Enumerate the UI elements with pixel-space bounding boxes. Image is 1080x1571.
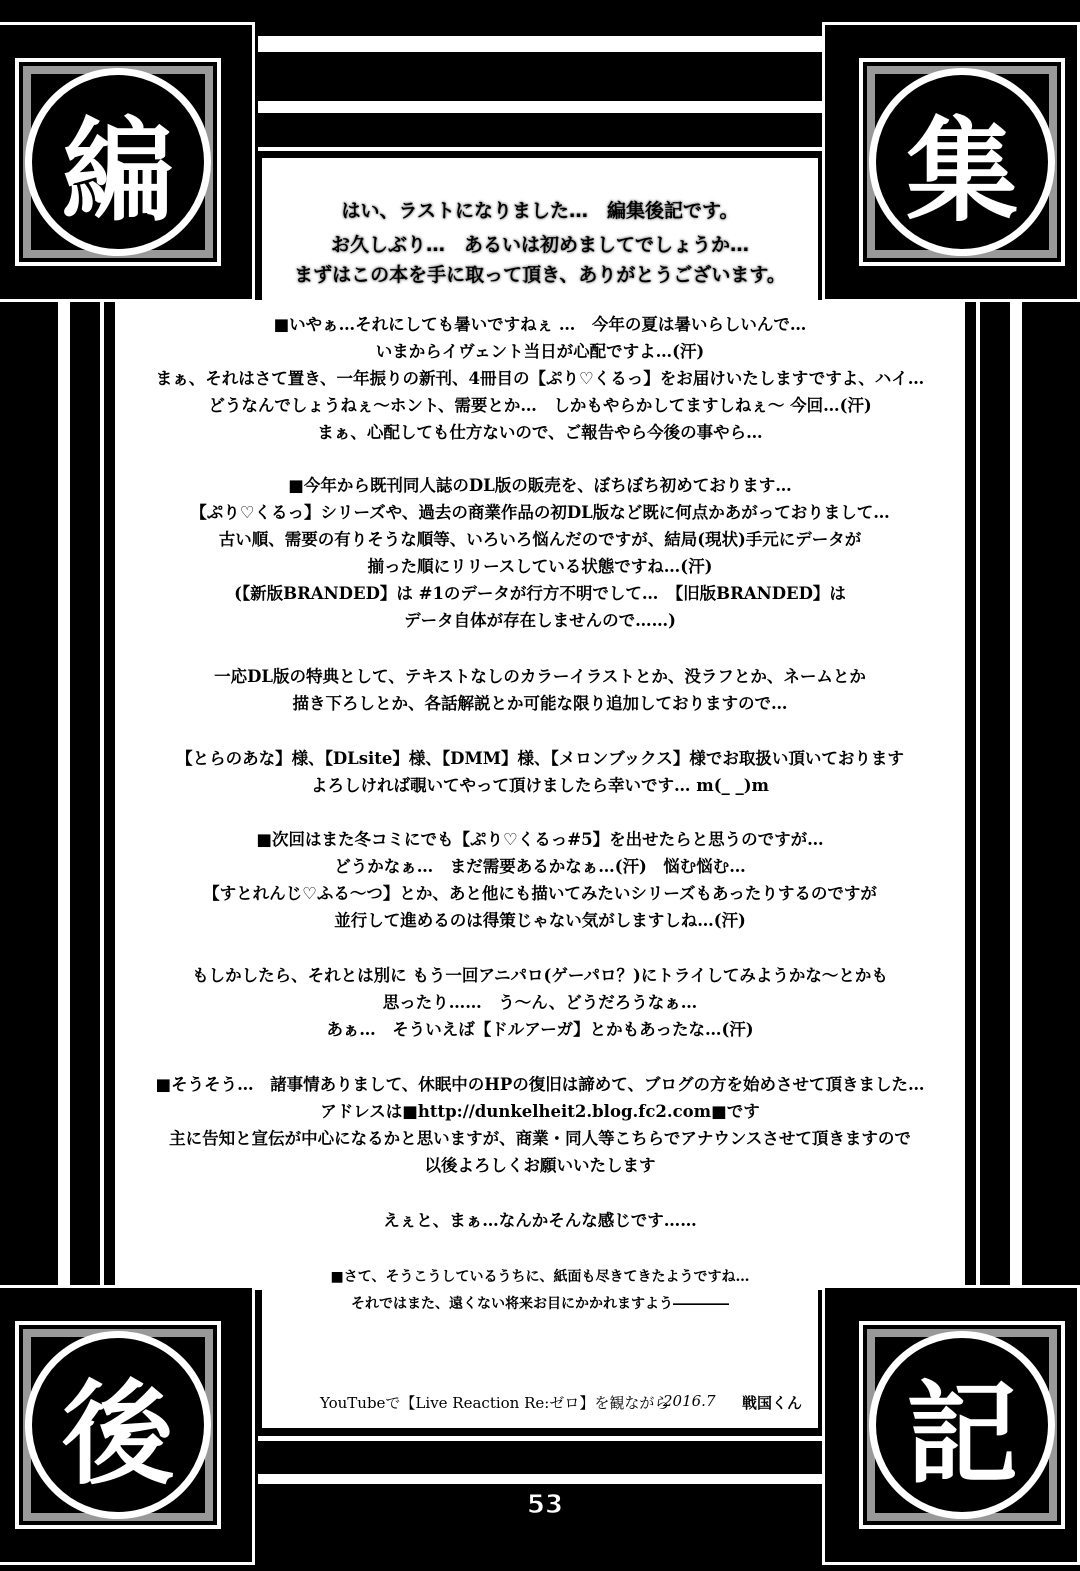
text-line: ■いやぁ…それにしても暑いですねぇ … 今年の夏は暑いらしいんで… <box>273 315 807 334</box>
text-line: 【とらのあな】様、【DLsite】様、【DMM】様、【メロンブックス】様でお取扱い頂いております <box>176 749 904 768</box>
text-line: ■さて、そうこうしているうちに、紙面も尽きてきたようですね… <box>330 1269 750 1285</box>
paragraph <box>115 663 965 717</box>
text-line: それではまた、遠くない将来お目にかかれますよう―――― <box>351 1296 729 1312</box>
text-line: データ自体が存在しませんので……) <box>404 611 676 630</box>
text-line: まぁ、心配しても仕方ないので、ご報告やら今後の事やら… <box>317 423 763 442</box>
text-line: 揃った順にリリースしている状態ですね…(汗) <box>367 557 713 576</box>
closing <box>115 1264 965 1318</box>
paragraph <box>115 745 965 799</box>
corner-emblem-top-left <box>0 22 255 302</box>
kanji-emblem: 後 <box>25 1331 211 1519</box>
side-stripe <box>100 300 104 1285</box>
text-line: もしかしたら、それとは別に もう一回アニパロ(ゲーパロ？)にトライしてみようかな～とかも <box>192 966 888 985</box>
header-line: まずはこの本を手に取って頂き、ありがとうございます。 <box>294 264 786 286</box>
text-line: ■次回はまた冬コミにでも【ぷり♡くるっ#5】を出せたらと思うのですが… <box>256 830 824 849</box>
kanji-emblem: 編 <box>25 68 211 256</box>
text-line: まぁ、それはさて置き、一年振りの新刊、4冊目の【ぷり♡くるっ】をお届けいたしますですよ、ハイ… <box>155 369 925 388</box>
text-line: ■そうそう… 諸事情ありまして、休眠中のHPの復旧は諦めて、ブログの方を始めさせて頂きました… <box>155 1075 925 1094</box>
bottom-stripe <box>258 1474 822 1484</box>
text-line: どうかなぁ… まだ需要あるかなぁ…(汗) 悩む悩む… <box>334 857 746 876</box>
corner-emblem-top-right <box>822 22 1080 302</box>
paragraph <box>115 1207 965 1234</box>
page-number: 53 <box>526 1490 564 1520</box>
top-stripe <box>258 101 822 113</box>
text-line: 【すとれんじ♡ふる～つ】とか、あと他にも描いてみたいシリーズもあったりするのですが <box>203 884 877 903</box>
text-line: 主に告知と宣伝が中心になるかと思いますが、商業・同人等こちらでアナウンスさせて頂きますので <box>169 1129 911 1148</box>
kanji-emblem: 記 <box>869 1331 1055 1519</box>
text-line: ■今年から既刊同人誌のDL版の販売を、ぼちぼち初めております… <box>288 476 792 495</box>
paragraph <box>115 826 965 934</box>
signature-author: 戦国くん <box>742 1394 803 1412</box>
top-stripe <box>258 147 822 151</box>
corner-emblem-bottom-left <box>0 1285 255 1565</box>
text-line: 並行して進めるのは得策じゃない気がしますしね…(汗) <box>334 911 746 930</box>
text-line: どうなんでしょうねぇ～ホント、需要とか… しかもやらかしてますしねぇ～ 今回…(汗) <box>208 396 872 415</box>
text-line: よろしければ覗いてやって頂けましたら幸いです… m(_ _)m <box>310 776 770 795</box>
paragraph <box>115 962 965 1043</box>
text-line: 一応DL版の特典として、テキストなしのカラーイラストとか、没ラフとか、ネームとか <box>214 667 866 686</box>
signature-note: YouTubeで【Live Reaction Re:ゼロ】を観ながら <box>320 1394 670 1412</box>
signature-date: 2016.7 <box>663 1392 716 1410</box>
text-line: いまからイヴェント当日が心配ですよ…(汗) <box>375 342 705 361</box>
paragraph <box>115 311 965 446</box>
blog-url-line: アドレスは■http://dunkelheit2.blog.fc2.com■です <box>320 1102 760 1121</box>
text-line: あぁ… そういえば【ドルアーガ】とかもあったな…(汗) <box>326 1020 754 1039</box>
top-stripe <box>258 36 822 52</box>
side-stripe <box>976 300 980 1285</box>
corner-emblem-bottom-right <box>822 1285 1080 1565</box>
paragraph <box>115 472 965 634</box>
text-line: (【新版BRANDED】は #1のデータが行方不明でして… 【旧版BRANDED】は <box>234 584 846 603</box>
text-line: えぇと、まぁ…なんかそんな感じです…… <box>383 1211 697 1230</box>
text-line: 【ぷり♡くるっ】シリーズや、過去の商業作品の初DL版など既に何点かあがっておりまして… <box>190 503 890 522</box>
text-line: 描き下ろしとか、各話解説とか可能な限り追加しておりますので… <box>292 694 788 713</box>
bottom-stripe <box>258 1436 822 1441</box>
side-stripe <box>1010 300 1022 1285</box>
text-line: 以後よろしくお願いいたします <box>424 1156 656 1175</box>
text-line: 思ったり…… う～ん、どうだろうなぁ… <box>382 993 698 1012</box>
kanji-emblem: 集 <box>869 68 1055 256</box>
paragraph <box>115 1071 965 1179</box>
header-line: はい、ラストになりました… 編集後記です。 <box>341 200 739 222</box>
side-stripe <box>58 300 70 1285</box>
text-line: 古い順、需要の有りそうな順等、いろいろ悩んだのですが、結局(現状)手元にデータが <box>218 530 862 549</box>
header-line: お久しぶり… あるいは初めましてでしょうか… <box>330 234 749 256</box>
